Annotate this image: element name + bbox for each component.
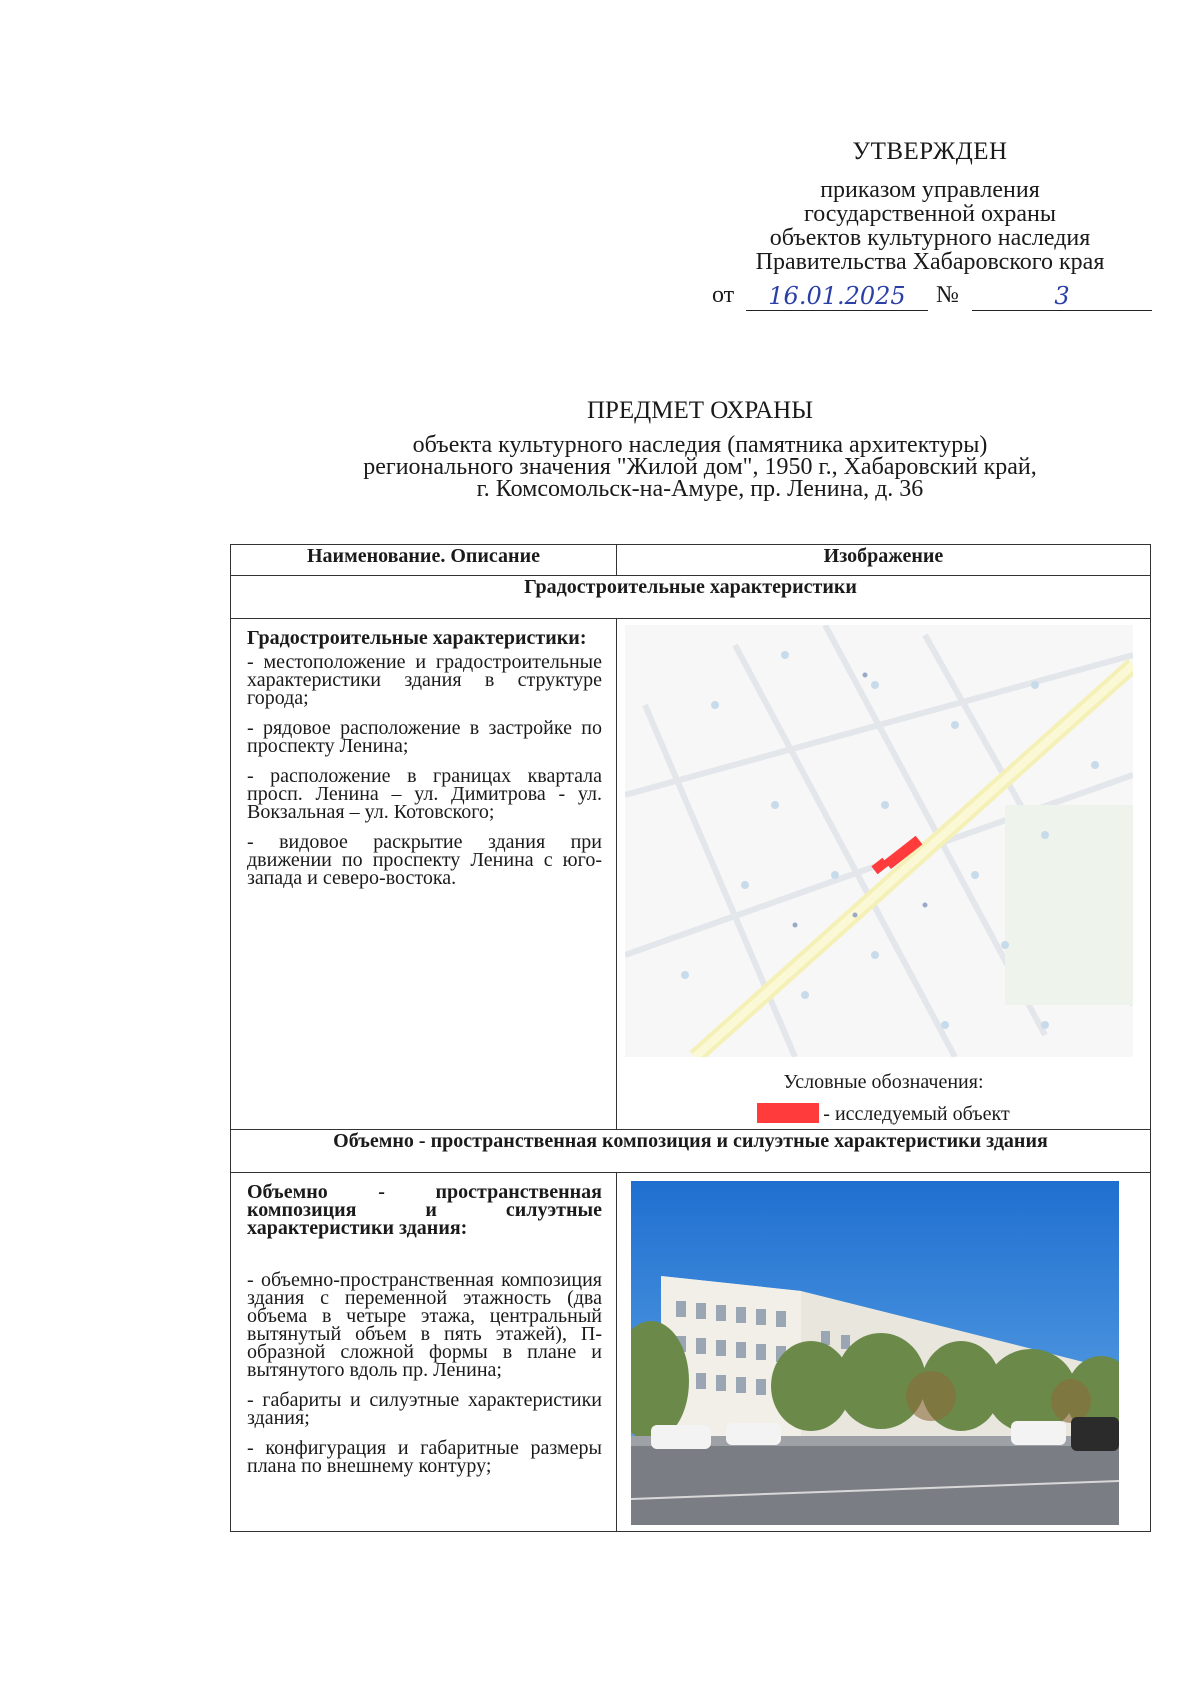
section-row-composition: [231, 1130, 1151, 1173]
document-subtitle-line: г. Комсомольск-на-Амуре, пр. Ленина, д. 36: [476, 476, 924, 502]
building-photo-graphic: [631, 1181, 1119, 1525]
date-prefix: от: [712, 282, 735, 308]
order-number: 3: [972, 282, 1152, 311]
table-header-row: [231, 545, 1151, 576]
document-subtitle-line: объекта культурного наследия (памятника архитектуры): [412, 432, 988, 458]
table-row: [231, 619, 1151, 1130]
legend-swatch: [757, 1103, 819, 1123]
list-item: - объемно-пространственная композиция здания с переменной этажность (два объема в четыре этажа, центральный вытянутый объем в пять этажей), П-образной сложной формы в плане и вытянутого вдоль пр. Ленина;: [247, 1269, 602, 1381]
map-graphic: [625, 625, 1133, 1057]
list-item: - видовое раскрытие здания при движении по проспекту Ленина с юго-запада и северо-востока.: [247, 831, 602, 889]
list-item: - габариты и силуэтные характеристики здания;: [247, 1389, 602, 1429]
building-photo: [631, 1181, 1119, 1525]
map-cell: [617, 619, 1151, 1130]
legend-row: [617, 1103, 1150, 1126]
approval-line: государственной охраны: [803, 201, 1057, 227]
urban-description-cell: [231, 619, 617, 1130]
order-date: 16.01.2025: [746, 282, 928, 311]
column-header-description: Наименование. Описание: [231, 545, 617, 576]
section-row-urban: [231, 576, 1151, 619]
approval-line: приказом управления: [820, 177, 1040, 203]
approval-word: УТВЕРЖДЕН: [852, 138, 1008, 165]
number-prefix: №: [936, 282, 959, 308]
legend-label: - исследуемый объект: [823, 1103, 1010, 1125]
section-title-composition: Объемно - пространственная композиция и силуэтные характеристики здания: [231, 1130, 1151, 1173]
composition-description-heading: Объемно - пространственная композиция и силуэтные характеристики здания:: [247, 1181, 602, 1239]
list-item: - местоположение и градостроительные характеристики здания в структуре города;: [247, 651, 602, 709]
urban-description-heading: Градостроительные характеристики:: [247, 627, 587, 649]
section-title-urban: Градостроительные характеристики: [231, 576, 1151, 619]
legend-title: Условные обозначения:: [783, 1071, 984, 1093]
document-subtitle-line: регионального значения "Жилой дом", 1950 г., Хабаровский край,: [363, 454, 1037, 480]
approval-line: Правительства Хабаровского края: [755, 249, 1105, 275]
protection-subject-table: [230, 544, 1151, 1532]
approval-block: [700, 140, 1160, 274]
document-title-block: [260, 397, 1140, 502]
location-map: [625, 625, 1133, 1057]
document-title: ПРЕДМЕТ ОХРАНЫ: [586, 397, 814, 424]
list-item: - расположение в границах квартала просп. Ленина – ул. Димитрова - ул. Вокзальная – ул. Котовского;: [247, 765, 602, 823]
list-item: - конфигурация и габаритные размеры плана по внешнему контуру;: [247, 1437, 602, 1477]
order-date-line: [712, 282, 1152, 312]
column-header-image: Изображение: [617, 545, 1151, 576]
table-row: [231, 1173, 1151, 1532]
composition-description-cell: [231, 1173, 617, 1532]
list-item: - рядовое расположение в застройке по проспекту Ленина;: [247, 717, 602, 757]
approval-line: объектов культурного наследия: [769, 225, 1091, 251]
photo-cell: [617, 1173, 1151, 1532]
